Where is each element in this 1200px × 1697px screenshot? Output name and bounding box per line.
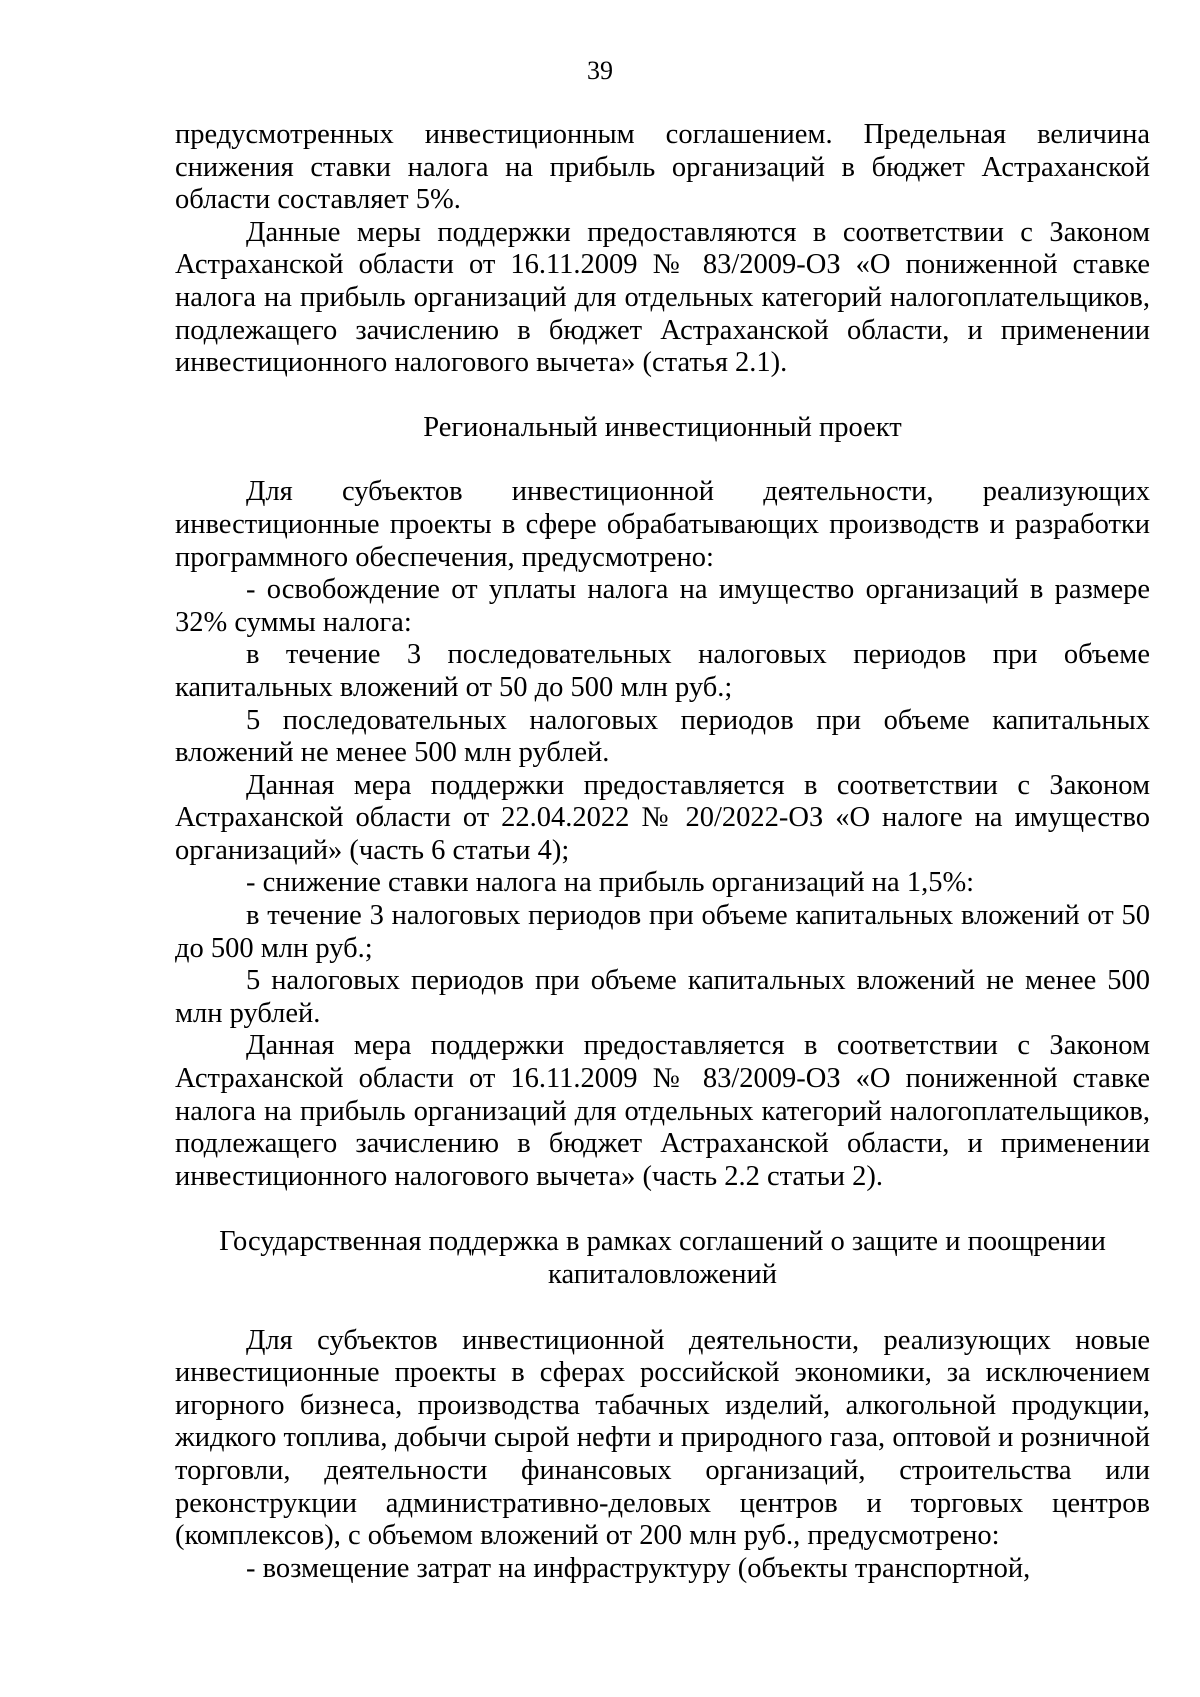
paragraph-state-support-intro: Для субъектов инвестиционной деятельности, реализующих новые инвестиционные проекты в сферах российской экономики, за исключением игорного бизнеса, производства табачных изделий, алкогольной продукции, жидкого топлива, добычи сырой нефти и природного газа, оптовой и розничной торговли, деятельности финансовых организаций, строительства или реконструкции административно-деловых центров и торговых центров (комплексов), с объемом вложений от 200 млн руб., предусмотрено: bbox=[175, 1324, 1150, 1552]
page-number: 39 bbox=[587, 56, 613, 85]
paragraph-profit-tax-reduction: - снижение ставки налога на прибыль организаций на 1,5%: bbox=[246, 867, 975, 899]
paragraph-continuation: предусмотренных инвестиционным соглашением. Предельная величина снижения ставки налога на прибыль организаций в бюджет Астраханской области составляет 5%. bbox=[175, 119, 1150, 216]
heading-line-2: капиталовложений bbox=[548, 1259, 777, 1290]
section-heading-regional-project: Региональный инвестиционный проект bbox=[423, 411, 902, 443]
paragraph-infrastructure-compensation: - возмещение затрат на инфраструктуру (объекты транспортной, bbox=[246, 1552, 1031, 1584]
paragraph-3-tax-periods: в течение 3 налоговых периодов при объеме капитальных вложений от 50 до 500 млн руб.; bbox=[175, 900, 1150, 964]
paragraph-law-reference-2: Данная мера поддержки предоставляется в соответствии с Законом Астраханской области от 22.04.2022 № 20/2022-ОЗ «О налоге на имущество организаций» (часть 6 статьи 4); bbox=[175, 769, 1150, 866]
paragraph-3-periods: в течение 3 последовательных налоговых периодов при объеме капитальных вложений от 50 до 500 млн руб.; bbox=[175, 639, 1150, 703]
heading-line-1: Государственная поддержка в рамках соглашений о защите и поощрении bbox=[219, 1226, 1106, 1258]
paragraph-5-periods: 5 последовательных налоговых периодов при объеме капитальных вложений не менее 500 млн рублей. bbox=[175, 704, 1150, 769]
paragraph-property-tax-exemption: - освобождение от уплаты налога на имущество организаций в размере 32% суммы налога: bbox=[175, 574, 1150, 638]
paragraph-5-tax-periods: 5 налоговых периодов при объеме капитальных вложений не менее 500 млн рублей. bbox=[175, 965, 1150, 1029]
paragraph-regional-intro: Для субъектов инвестиционной деятельности, реализующих инвестиционные проекты в сфере обрабатывающих производств и разработки программного обеспечения, предусмотрено: bbox=[175, 476, 1150, 573]
paragraph-law-reference-3: Данная мера поддержки предоставляется в соответствии с Законом Астраханской области от 16.11.2009 № 83/2009-ОЗ «О пониженной ставке налога на прибыль организаций для отдельных категорий налогоплательщиков, подлежащего зачислению в бюджет Астраханской области, и применении инвестиционного налогового вычета» (часть 2.2 статьи 2). bbox=[175, 1030, 1150, 1192]
section-heading-state-support bbox=[175, 1226, 1150, 1291]
paragraph-law-reference-1: Данные меры поддержки предоставляются в соответствии с Законом Астраханской области от 16.11.2009 № 83/2009-ОЗ «О пониженной ставке налога на прибыль организаций для отдельных категорий налогоплательщиков, подлежащего зачислению в бюджет Астраханской области, и применении инвестиционного налогового вычета» (статья 2.1). bbox=[175, 216, 1150, 379]
document-body bbox=[175, 119, 1150, 1585]
